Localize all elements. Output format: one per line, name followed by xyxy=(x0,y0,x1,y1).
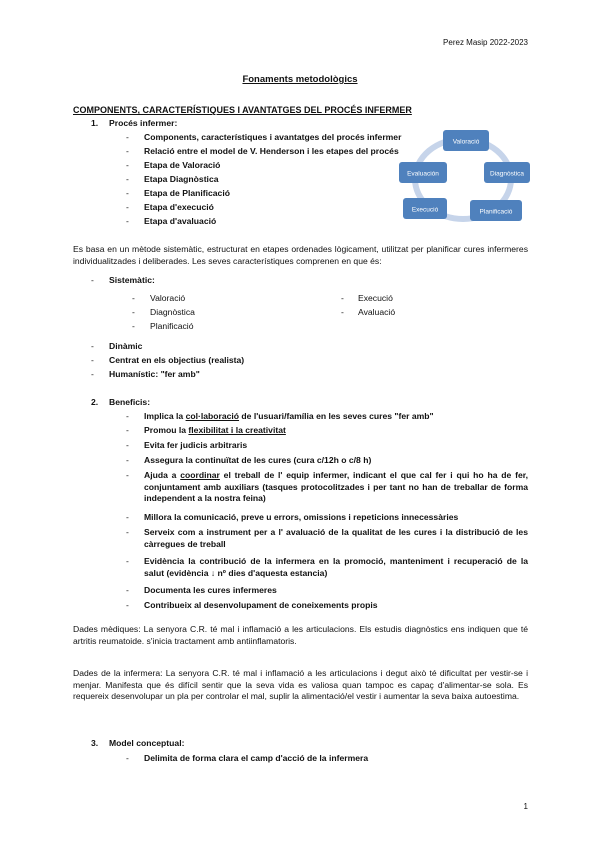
nurse-data-paragraph: Dades de la infermera: La senyora C.R. té mal i inflamació a les articulacions i degut això té dificultat per vestir-se i menjar. Manifesta que és difícil sentir que la seva vida es valiosa quan tampoc es capaç d'alimentar-se sola. Es requereix desenvolupar un pla per controlar el mal, suplir la alimentació/el vestir i aumentar la seva baixa autoestima. xyxy=(73,668,528,702)
benefit-text: Implica la xyxy=(144,411,186,421)
dash: - xyxy=(341,293,344,303)
diagram-node-diagnostica xyxy=(484,162,530,183)
svg-text:Diagnòstica: Diagnòstica xyxy=(490,170,524,178)
benefit-item: Contribueix al desenvolupament de coneixements propis xyxy=(144,600,378,610)
systematic-stage: Execució xyxy=(358,293,393,303)
diagram-node-valoracio xyxy=(443,130,489,151)
diagram-node-planificacio xyxy=(470,200,522,221)
benefit-text: de l'usuari/família en les seves cures "fer amb" xyxy=(239,411,434,421)
dash: - xyxy=(126,411,129,421)
benefit-underlined: flexibilitat i la creativitat xyxy=(188,425,286,435)
svg-text:Planificació: Planificació xyxy=(479,208,513,216)
list-item: Etapa de Valoració xyxy=(144,160,221,170)
characteristic-item: Centrat en els objectius (realista) xyxy=(109,355,245,365)
dash: - xyxy=(126,455,129,465)
list-item: Etapa de Planificació xyxy=(144,188,230,198)
systematic-stage: Avaluació xyxy=(358,307,396,317)
item3-label: Model conceptual: xyxy=(109,738,185,748)
benefit-item: Serveix com a instrument per a l' avaluació de la qualitat de les cures i la distribució de les càrregues de treball xyxy=(144,527,528,549)
benefit-text: el treball de l' equip infermer, indicant el que cal fer i qui ho ha de fer, conjuntament amb auxiliars (tasques protocolitzades i per tant no han de treballar de forma independent a la nostra feina) xyxy=(144,470,528,504)
benefit-underlined: coordinar xyxy=(180,470,220,480)
benefit-item: Assegura la continuïtat de les cures (cura c/12h o c/8 h) xyxy=(144,455,372,465)
dash: - xyxy=(126,556,129,566)
svg-text:Execució: Execució xyxy=(411,206,439,214)
systematic-stage: Planificació xyxy=(150,321,194,331)
dash: - xyxy=(126,174,129,184)
benefit-item: Documenta les cures infermeres xyxy=(144,585,277,595)
diagram-node-execucio xyxy=(403,198,447,219)
process-cycle-diagram xyxy=(396,124,530,234)
benefit-item xyxy=(144,470,528,505)
list-item: Etapa Diagnòstica xyxy=(144,174,219,184)
svg-text:Valoració: Valoració xyxy=(452,138,480,146)
dash: - xyxy=(91,341,94,351)
systematic-stage: Valoració xyxy=(150,293,186,303)
dash: - xyxy=(126,440,129,450)
benefit-item: Evita fer judicis arbitraris xyxy=(144,440,248,450)
item1-label: Procés infermer: xyxy=(109,118,178,128)
dash: - xyxy=(132,307,135,317)
benefit-text: Promou la xyxy=(144,425,189,435)
page-number: 1 xyxy=(523,802,528,811)
header-author-year: Perez Masip 2022-2023 xyxy=(443,38,528,47)
dash: - xyxy=(126,600,129,610)
item2-number: 2. xyxy=(91,397,99,407)
dash: - xyxy=(91,369,94,379)
dash: - xyxy=(132,293,135,303)
dash: - xyxy=(126,160,129,170)
dash: - xyxy=(126,585,129,595)
benefit-item: Millora la comunicació, preve u errors, omissions i repeticions innecessàries xyxy=(144,512,459,522)
document-title: Fonaments metodològics xyxy=(242,74,358,85)
diagram-node-evaluacion xyxy=(399,162,447,183)
dash: - xyxy=(126,470,129,480)
systematic-label: Sistemàtic: xyxy=(109,275,155,285)
dash: - xyxy=(126,132,129,142)
svg-text:Evaluación: Evaluación xyxy=(407,170,439,178)
list-item: Delimita de forma clara el camp d'acció de la infermera xyxy=(144,753,369,763)
dash: - xyxy=(126,527,129,537)
dash: - xyxy=(91,355,94,365)
dash: - xyxy=(126,146,129,156)
dash: - xyxy=(91,275,94,285)
dash: - xyxy=(126,425,129,435)
dash: - xyxy=(341,307,344,317)
item2-label: Beneficis: xyxy=(109,397,151,407)
characteristic-item: Dinàmic xyxy=(109,341,143,351)
medical-data-paragraph: Dades mèdiques: La senyora C.R. té mal i inflamació a les articulacions. Els estudis diagnòstics ens indiquen que té artritis reumatoide. s'inicia tractament amb antiinflamatoris. xyxy=(73,624,528,646)
benefit-item: Evidència la contribució de la infermera en la promoció, manteniment i recuperació de la salut (evidència ↓ nº dies d'aquesta estancia) xyxy=(144,556,528,578)
benefit-item xyxy=(144,425,286,437)
characteristic-item: Humanístic: "fer amb" xyxy=(109,369,200,379)
list-item: Components, característiques i avantatges del procés infermer xyxy=(144,132,402,142)
list-item: Relació entre el model de V. Henderson i les etapes del procés xyxy=(144,146,399,156)
systematic-stage: Diagnòstica xyxy=(150,307,195,317)
intro-paragraph: Es basa en un mètode sistemàtic, estructurat en etapes ordenades lògicament, utilitzat per planificar cures infermeres individualitzades i deliberades. Les seves característiques comprenen en que és: xyxy=(73,244,528,266)
item1-number: 1. xyxy=(91,118,99,128)
list-item: Etapa d'execució xyxy=(144,202,214,212)
dash: - xyxy=(126,753,129,763)
dash: - xyxy=(126,188,129,198)
dash: - xyxy=(132,321,135,331)
list-item: Etapa d'avaluació xyxy=(144,216,217,226)
dash: - xyxy=(126,202,129,212)
benefit-underlined: col·laboració xyxy=(185,411,240,421)
dash: - xyxy=(126,216,129,226)
item3-number: 3. xyxy=(91,738,99,748)
benefit-text: Ajuda a xyxy=(144,470,181,480)
benefit-item xyxy=(144,411,434,423)
section-title: COMPONENTS, CARACTERÍSTIQUES I AVANTATGES DEL PROCÉS INFERMER xyxy=(73,105,412,115)
dash: - xyxy=(126,512,129,522)
